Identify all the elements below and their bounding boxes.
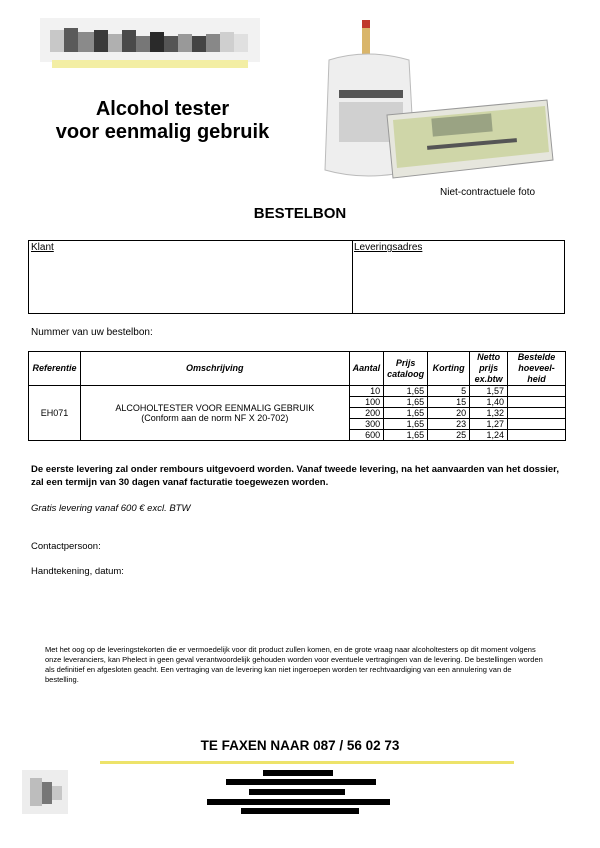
photo-caption: Niet-contractuele foto — [440, 187, 536, 198]
signature-date-label: Handtekening, datum: — [31, 566, 124, 577]
header-netto-line1: Netto — [477, 352, 501, 362]
reference-cell: EH071 — [29, 386, 81, 441]
aantal-cell: 300 — [349, 419, 384, 430]
netto-cell: 1,57 — [470, 386, 508, 397]
prijs-cell: 1,65 — [384, 397, 428, 408]
aantal-cell: 600 — [349, 430, 384, 441]
bag-label-shape — [339, 90, 403, 98]
free-delivery-note: Gratis levering vanaf 600 € excl. BTW — [31, 503, 191, 514]
netto-cell: 1,24 — [470, 430, 508, 441]
header-netto — [470, 352, 508, 386]
netto-cell: 1,32 — [470, 408, 508, 419]
table-header-row — [29, 352, 566, 386]
description-cell — [80, 386, 349, 441]
header-prijs-line2: cataloog — [387, 368, 425, 379]
delivery-address-label: Leveringsadres — [354, 242, 423, 253]
prijs-cell: 1,65 — [384, 408, 428, 419]
header-prijs-line1: Prijs — [395, 357, 416, 368]
header-besteld — [508, 352, 566, 386]
aantal-cell: 10 — [349, 386, 384, 397]
besteld-input[interactable] — [508, 386, 566, 397]
prijs-cell: 1,65 — [384, 430, 428, 441]
header-besteld-line1: Bestelde — [517, 352, 556, 362]
besteld-input[interactable] — [508, 397, 566, 408]
prijs-cell: 1,65 — [384, 419, 428, 430]
netto-cell: 1,40 — [470, 397, 508, 408]
form-title: BESTELBON — [253, 205, 347, 222]
tube-cap-shape — [362, 20, 370, 28]
header-besteld-line2: hoeveel- — [518, 363, 555, 373]
prijs-cell: 1,65 — [384, 386, 428, 397]
besteld-input[interactable] — [508, 430, 566, 441]
header-netto-line3: ex.btw — [474, 374, 503, 384]
korting-cell: 20 — [428, 408, 470, 419]
client-label: Klant — [31, 242, 54, 253]
small-logo — [22, 770, 68, 814]
header-korting: Korting — [428, 352, 470, 386]
korting-cell: 15 — [428, 397, 470, 408]
company-logo — [40, 18, 260, 76]
korting-cell: 25 — [428, 430, 470, 441]
fax-underline — [100, 761, 514, 764]
table-row — [29, 386, 566, 397]
order-number-label: Nummer van uw bestelbon: — [31, 327, 153, 338]
besteld-input[interactable] — [508, 419, 566, 430]
header-besteld-line3: heid — [527, 374, 546, 384]
product-title — [40, 98, 285, 144]
order-table — [28, 351, 566, 441]
header-referentie: Referentie — [29, 352, 81, 386]
delivery-terms: De eerste levering zal onder rembours uitgevoerd worden. Vanaf tweede levering, na het aanvaarden van het dossier, zal een termijn van 30 dagen vanaf facturatie toegewezen worden. — [31, 464, 559, 488]
korting-cell: 23 — [428, 419, 470, 430]
product-title-line1: Alcohol tester — [95, 98, 230, 120]
netto-cell: 1,27 — [470, 419, 508, 430]
product-photo — [317, 20, 554, 180]
aantal-cell: 200 — [349, 408, 384, 419]
header-prijs — [384, 352, 428, 386]
contact-person-label: Contactpersoon: — [31, 541, 101, 552]
korting-cell: 5 — [428, 386, 470, 397]
disclaimer-text: Met het oog op de leveringstekorten die er vermoedelijk voor dit product zullen komen, en de grote vraag naar alcoholtesters op dit moment volgens onze leveranciers, kan Phelect in geen geval verantwoordelijk gehouden worden voor eventuele vertragingen van de levering. De bestellingen worden als definitief en afgesloten geacht. Een vertraging van de levering kan niet ingeroepen worden ter rechtvaardiging van een annulering van de bestelling. — [45, 645, 543, 684]
address-box — [28, 240, 565, 314]
description-line2: (Conform aan de norm NF X 20-702) — [141, 413, 289, 423]
fax-instruction: TE FAXEN NAAR 087 / 56 02 73 — [200, 738, 400, 753]
header-netto-line2: prijs — [479, 363, 499, 373]
delivery-address-field[interactable] — [352, 241, 564, 313]
header-aantal: Aantal — [349, 352, 384, 386]
aantal-cell: 100 — [349, 397, 384, 408]
besteld-input[interactable] — [508, 408, 566, 419]
header-omschrijving: Omschrijving — [80, 352, 349, 386]
description-line1: ALCOHOLTESTER VOOR EENMALIG GEBRUIK — [115, 403, 315, 413]
product-title-line2: voor eenmalig gebruik — [55, 121, 270, 143]
client-field[interactable] — [29, 241, 353, 313]
